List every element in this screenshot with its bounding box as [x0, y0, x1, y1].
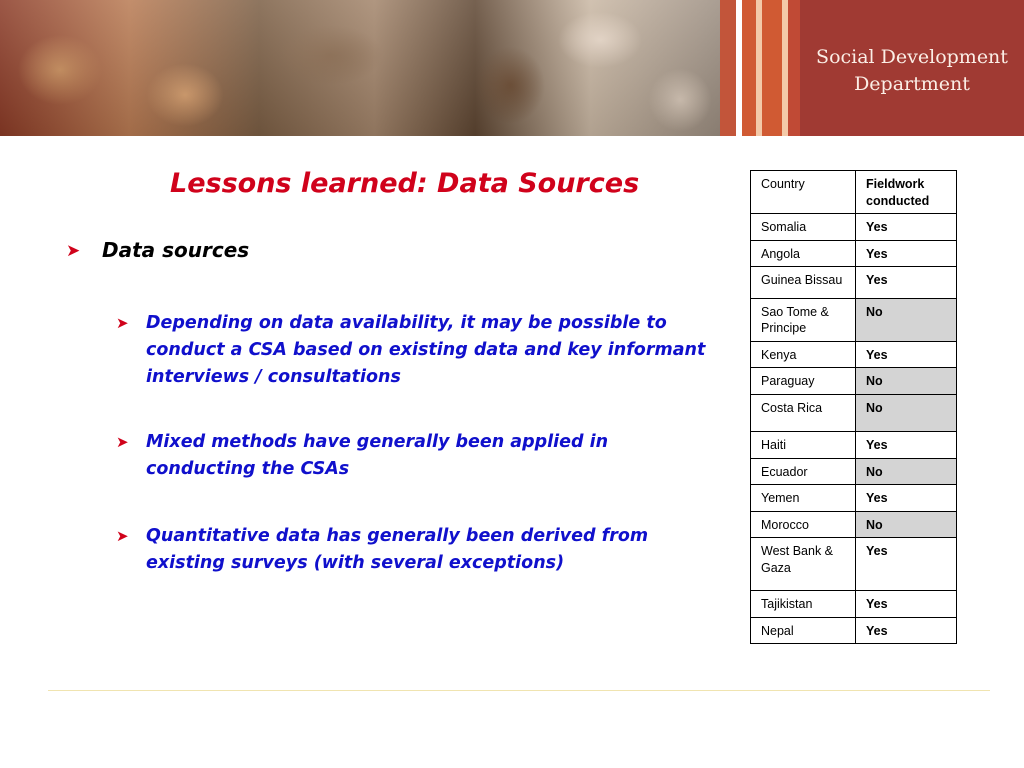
fieldwork-table — [750, 170, 957, 644]
country-cell: Sao Tome & Principe — [751, 298, 856, 341]
fieldwork-cell: No — [856, 298, 957, 341]
fieldwork-cell: No — [856, 368, 957, 395]
table-header-cell: Country — [751, 171, 856, 214]
fieldwork-cell: Yes — [856, 240, 957, 267]
brand-line-1: Social Development — [816, 46, 1008, 68]
country-cell: Angola — [751, 240, 856, 267]
country-cell: Ecuador — [751, 458, 856, 485]
table-row — [751, 240, 957, 267]
header-stripe — [742, 0, 756, 136]
table-row — [751, 617, 957, 644]
sub-bullet: Mixed methods have generally been applied in conducting the CSAs — [146, 432, 609, 479]
table-row — [751, 341, 957, 368]
fieldwork-cell: Yes — [856, 267, 957, 299]
country-cell: Tajikistan — [751, 591, 856, 618]
table-row — [751, 368, 957, 395]
slide-title: Lessons learned: Data Sources — [170, 168, 640, 199]
table-row — [751, 394, 957, 432]
table-header-row — [751, 171, 957, 214]
table-row — [751, 591, 957, 618]
table-row — [751, 267, 957, 299]
fieldwork-cell: Yes — [856, 432, 957, 459]
fieldwork-cell: No — [856, 458, 957, 485]
fieldwork-cell: No — [856, 394, 957, 432]
country-cell: Costa Rica — [751, 394, 856, 432]
table-row — [751, 485, 957, 512]
country-cell: Paraguay — [751, 368, 856, 395]
country-cell: West Bank & Gaza — [751, 538, 856, 591]
footer-divider — [48, 690, 990, 691]
header-banner — [0, 0, 1024, 136]
table-row — [751, 511, 957, 538]
table-row — [751, 432, 957, 459]
table-row — [751, 298, 957, 341]
table-row — [751, 538, 957, 591]
table-row — [751, 458, 957, 485]
country-cell: Somalia — [751, 214, 856, 241]
fieldwork-cell: Yes — [856, 214, 957, 241]
header-stripe — [762, 0, 782, 136]
sub-bullet: Quantitative data has generally been derived from existing surveys (with several exceptions) — [146, 526, 649, 573]
bullet-arrow-icon: ➤ — [66, 241, 81, 261]
bullet-arrow-icon: ➤ — [116, 314, 129, 332]
bullet-main: Data sources — [102, 238, 250, 262]
sub-bullet: Depending on data availability, it may be possible to conduct a CSA based on existing data and key informant interviews / consultations — [146, 313, 706, 387]
fieldwork-cell: No — [856, 511, 957, 538]
brand-line-2: Department — [854, 73, 970, 95]
country-cell: Morocco — [751, 511, 856, 538]
fieldwork-cell: Yes — [856, 485, 957, 512]
header-stripe — [720, 0, 736, 136]
table-header-cell: Fieldwork conducted — [856, 171, 957, 214]
fieldwork-cell: Yes — [856, 341, 957, 368]
header-stripe — [788, 0, 800, 136]
country-cell: Nepal — [751, 617, 856, 644]
header-photo-collage — [0, 0, 720, 136]
fieldwork-cell: Yes — [856, 538, 957, 591]
country-cell: Kenya — [751, 341, 856, 368]
bullet-arrow-icon: ➤ — [116, 433, 129, 451]
country-cell: Guinea Bissau — [751, 267, 856, 299]
table-row — [751, 214, 957, 241]
brand-name — [800, 44, 1024, 98]
fieldwork-cell: Yes — [856, 617, 957, 644]
fieldwork-cell: Yes — [856, 591, 957, 618]
bullet-arrow-icon: ➤ — [116, 527, 129, 545]
country-cell: Yemen — [751, 485, 856, 512]
country-cell: Haiti — [751, 432, 856, 459]
